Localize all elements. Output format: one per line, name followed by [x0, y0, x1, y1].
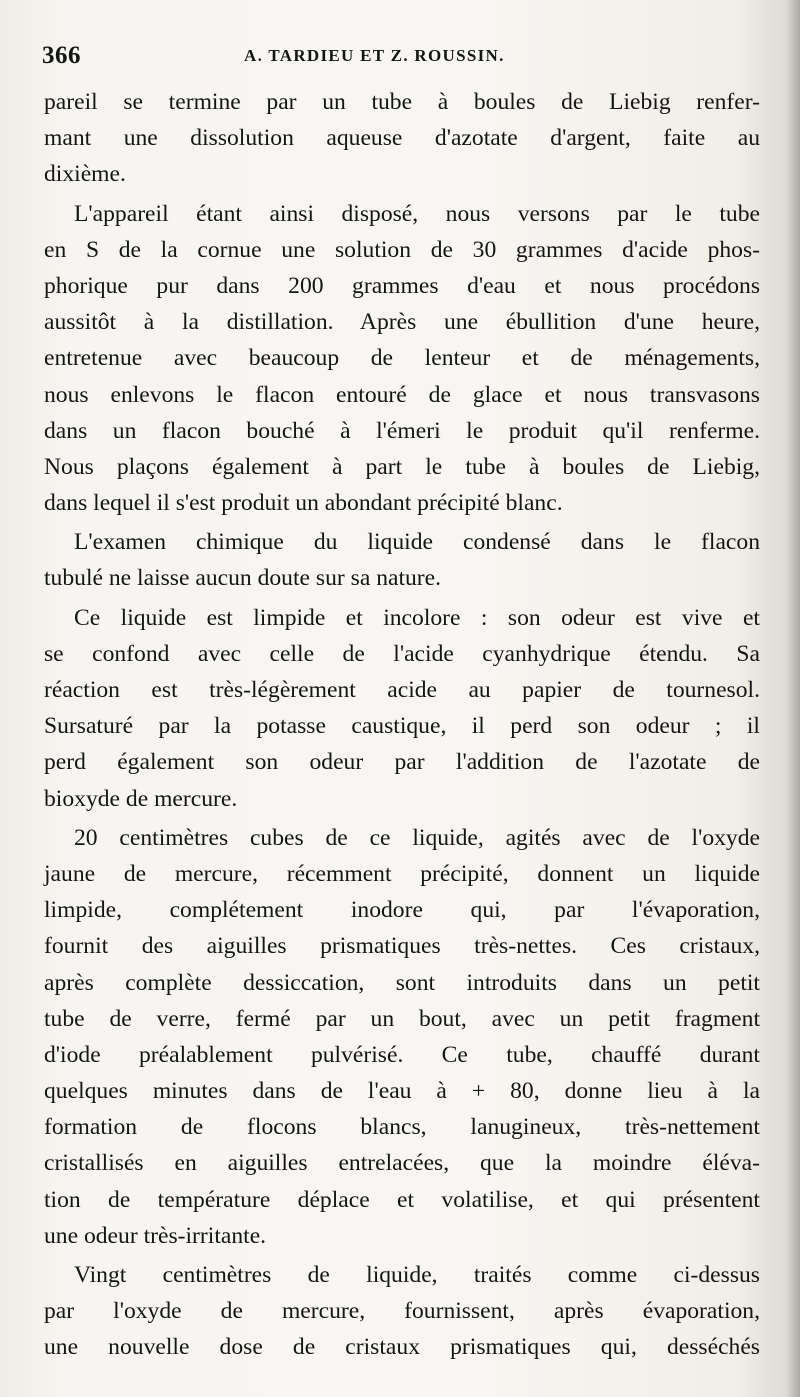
text-line: aussitôt à la distillation. Après une ébullition d'une heure, — [44, 309, 760, 336]
text-line: 20 centimètres cubes de ce liquide, agités avec de l'oxyde — [74, 824, 760, 851]
text-line: nous enlevons le flacon entouré de glace et nous transvasons — [44, 381, 760, 408]
text-line: Ce liquide est limpide et incolore : son odeur est vive et — [74, 604, 760, 631]
text-line: formation de flocons blancs, lanugineux, très-nettement — [44, 1114, 760, 1141]
running-head: A. TARDIEU ET Z. ROUSSIN. — [244, 46, 505, 65]
text-line: réaction est très-légèrement acide au papier de tournesol. — [44, 677, 760, 703]
text-line: cristallisés en aiguilles entrelacées, que la moindre éléva- — [44, 1150, 760, 1177]
text-line: entretenue avec beaucoup de lenteur et de ménagements, — [44, 345, 760, 372]
text-line: Sursaturé par la potasse caustique, il perd son odeur ; il — [44, 713, 760, 740]
text-line: mant une dissolution aqueuse d'azotate d'argent, faite au — [44, 125, 760, 152]
text-line: dans un flacon bouché à l'émeri le produit qu'il renferme. — [44, 417, 760, 444]
page-header — [42, 42, 758, 76]
text-line: en S de la cornue une solution de 30 grammes d'acide phos- — [44, 236, 760, 263]
page-edge-shadow — [786, 0, 800, 1397]
page-number: 366 — [42, 42, 81, 69]
text-line: dans lequel il s'est produit un abondant précipité blanc. — [44, 490, 563, 517]
body-text — [44, 84, 760, 1366]
text-line: jaune de mercure, récemment précipité, donnent un liquide — [44, 860, 760, 887]
text-line: tube de verre, fermé par un bout, avec un petit fragment — [44, 1005, 760, 1032]
text-line: pareil se termine par un tube à boules de Liebig renfer- — [44, 89, 760, 115]
text-line: Vingt centimètres de liquide, traités comme ci-dessus — [74, 1262, 760, 1288]
text-line: fournit des aiguilles prismatiques très-nettes. Ces cristaux, — [44, 933, 760, 960]
text-line: L'examen chimique du liquide condensé dans le flacon — [74, 529, 760, 556]
text-line: dixième. — [44, 161, 126, 188]
text-line: après complète dessiccation, sont introduits dans un petit — [44, 969, 760, 996]
text-line: par l'oxyde de mercure, fournissent, après évaporation, — [44, 1298, 760, 1325]
text-line: Nous plaçons également à part le tube à boules de Liebig, — [44, 453, 760, 480]
text-line: quelques minutes dans de l'eau à + 80, donne lieu à la — [44, 1078, 760, 1105]
text-line: une odeur très-irritante. — [44, 1222, 267, 1249]
text-line: tubulé ne laisse aucun doute sur sa nature. — [44, 565, 442, 592]
text-line: perd également son odeur par l'addition de l'azotate de — [44, 749, 760, 776]
text-line: une nouvelle dose de cristaux prismatiques qui, desséchés — [44, 1334, 760, 1361]
text-line: phorique pur dans 200 grammes d'eau et nous procédons — [44, 272, 760, 299]
text-line: se confond avec celle de l'acide cyanhydrique étendu. Sa — [44, 640, 760, 667]
text-line: limpide, complétement inodore qui, par l'évaporation, — [44, 897, 760, 924]
text-line: bioxyde de mercure. — [44, 785, 238, 812]
text-line: L'appareil étant ainsi disposé, nous versons par le tube — [74, 200, 760, 227]
text-line: d'iode préalablement pulvérisé. Ce tube, chauffé durant — [44, 1041, 760, 1068]
text-line: tion de température déplace et volatilise, et qui présentent — [44, 1186, 760, 1213]
